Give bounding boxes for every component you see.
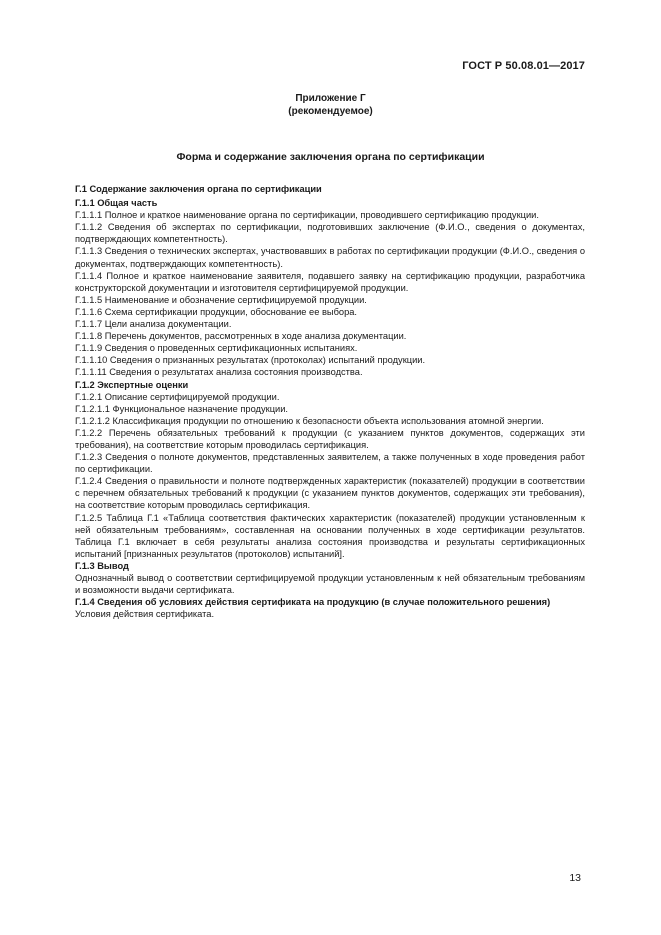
- subsection-heading: Г.1.3 Вывод: [75, 560, 129, 571]
- body-paragraph: Г.1.2.5 Таблица Г.1 «Таблица соответствия фактических характеристик (показателей) продукции установленным к ней обязательным требованиям», составленная на основании полученных в ходе сертификации результатов. Таблица Г.1 включает в себя результаты анализа состояния производства и результаты сертификационных испытаний [признанных результатов (протоколов) испытаний].: [75, 512, 585, 559]
- body-paragraph: Г.1.1.3 Сведения о технических экспертах, участвовавших в работах по сертификации продукции (Ф.И.О., сведения о документах, подтверждающих компетентность).: [75, 246, 585, 269]
- body-paragraph: Г.1.1.10 Сведения о признанных результатах (протоколах) испытаний продукции.: [75, 355, 426, 366]
- subsection-heading: Г.1.4 Сведения об условиях действия сертификата на продукцию (в случае положительного решения): [75, 597, 551, 608]
- appendix-title: Приложение Г: [295, 93, 366, 104]
- body-paragraph: Г.1.2.3 Сведения о полноте документов, представленных заявителем, а также полученных в ходе проведения работ по сертификации.: [75, 452, 585, 475]
- body-paragraph: Г.1.1.11 Сведения о результатах анализа состояния производства.: [75, 367, 363, 378]
- page-number: 13: [569, 872, 581, 884]
- appendix-subtitle: (рекомендуемое): [288, 106, 373, 117]
- body-paragraph: Г.1.2.2 Перечень обязательных требований к продукции (с указанием пунктов документов, содержащих эти требования), на соответствие которым проводилась сертификация.: [75, 427, 585, 450]
- document-body: [75, 183, 585, 620]
- body-paragraph: Г.1.1.2 Сведения об экспертах по сертификации, подготовивших заключение (Ф.И.О., сведения о документах, подтверждающих компетентность).: [75, 222, 585, 245]
- subsection-heading: Г.1.2 Экспертные оценки: [75, 379, 189, 390]
- body-paragraph: Г.1.1.5 Наименование и обозначение сертифицируемой продукции.: [75, 294, 367, 305]
- body-paragraph: Г.1.1.8 Перечень документов, рассмотренных в ходе анализа документации.: [75, 331, 407, 342]
- body-paragraph: Г.1.1.6 Схема сертификации продукции, обоснование ее выбора.: [75, 306, 357, 317]
- body-paragraph: Г.1.1.9 Сведения о проведенных сертификационных испытаниях.: [75, 343, 358, 354]
- page-title: Форма и содержание заключения органа по сертификации: [176, 151, 485, 163]
- appendix-heading: [0, 92, 661, 118]
- section-heading: Г.1 Содержание заключения органа по сертификации: [75, 184, 322, 194]
- document-code: ГОСТ Р 50.08.01—2017: [462, 60, 585, 72]
- body-paragraph: Г.1.2.1 Описание сертифицируемой продукции.: [75, 391, 280, 402]
- body-paragraph: Г.1.1.4 Полное и краткое наименование заявителя, подавшего заявку на сертификацию продукции, разработчика конструкторской документации и изготовителя сертифицируемой продукции.: [75, 270, 585, 293]
- body-paragraph: Г.1.2.4 Сведения о правильности и полноте подтвержденных характеристик (показателей) продукции в соответствии с перечнем обязательных требований к продукции (с указанием пунктов документов, содержащих эти требования), на соответствие которым проводилась сертификация.: [75, 476, 585, 511]
- body-paragraph: Г.1.2.1.1 Функциональное назначение продукции.: [75, 403, 288, 414]
- body-paragraph: Однозначный вывод о соответствии сертифицируемой продукции установленным к ней обязательным требованиям и возможности выдачи сертификата.: [75, 573, 585, 596]
- body-paragraph: Условия действия сертификата.: [75, 609, 215, 620]
- body-paragraph: Г.1.1.1 Полное и краткое наименование органа по сертификации, проводившего сертификацию продукции.: [75, 210, 539, 221]
- body-paragraph: Г.1.2.1.2 Классификация продукции по отношению к безопасности объекта использования атомной энергии.: [75, 415, 544, 426]
- subsection-heading: Г.1.1 Общая часть: [75, 198, 158, 209]
- body-paragraph: Г.1.1.7 Цели анализа документации.: [75, 319, 232, 330]
